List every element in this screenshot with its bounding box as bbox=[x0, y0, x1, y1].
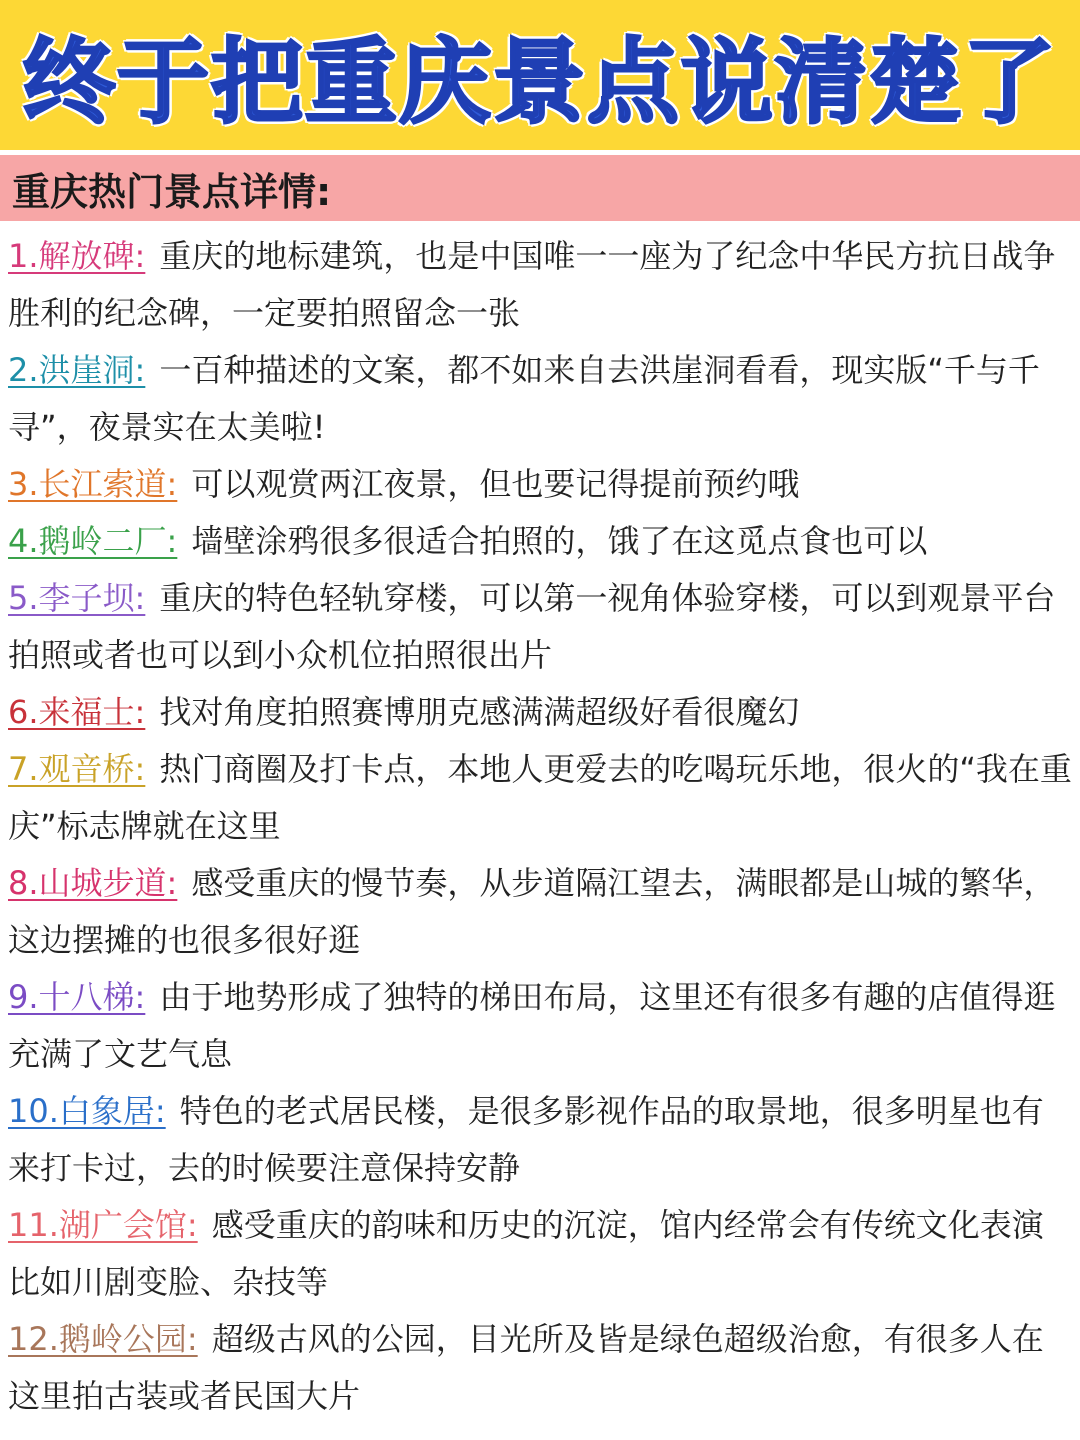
list-item bbox=[0, 855, 1080, 969]
attraction-description: 重庆的特色轻轨穿楼，可以第一视角体验穿楼，可以到观景平台拍照或者也可以到小众机位拍照很出片 bbox=[8, 579, 1056, 674]
attraction-name: 4.鹅岭二厂: bbox=[8, 522, 178, 560]
attraction-name: 7.观音桥: bbox=[8, 750, 146, 788]
list-item bbox=[0, 1083, 1080, 1197]
attraction-description: 超级古风的公园，目光所及皆是绿色超级治愈，有很多人在这里拍古装或者民国大片 bbox=[8, 1320, 1044, 1415]
attraction-description: 一百种描述的文案，都不如来自去洪崖洞看看，现实版“千与千寻”，夜景实在太美啦! bbox=[8, 351, 1040, 446]
title-banner bbox=[0, 0, 1080, 150]
list-item bbox=[0, 741, 1080, 855]
attraction-list bbox=[0, 228, 1080, 1425]
attraction-description: 热门商圈及打卡点，本地人更爱去的吃喝玩乐地，很火的“我在重庆”标志牌就在这里 bbox=[8, 750, 1072, 845]
list-item bbox=[0, 1197, 1080, 1311]
attraction-name: 3.长江索道: bbox=[8, 465, 178, 503]
attraction-description: 感受重庆的韵味和历史的沉淀，馆内经常会有传统文化表演比如川剧变脸、杂技等 bbox=[8, 1206, 1044, 1301]
section-heading-bar bbox=[0, 155, 1080, 221]
attraction-name: 6.来福士: bbox=[8, 693, 146, 731]
list-item bbox=[0, 228, 1080, 342]
section-heading: 重庆热门景点详情: bbox=[12, 169, 332, 214]
attraction-description: 特色的老式居民楼，是很多影视作品的取景地，很多明星也有来打卡过，去的时候要注意保持安静 bbox=[8, 1092, 1044, 1187]
list-item bbox=[0, 1311, 1080, 1425]
attraction-name: 5.李子坝: bbox=[8, 579, 146, 617]
page-title: 终于把重庆景点说清楚了 bbox=[22, 29, 1057, 136]
attraction-description: 感受重庆的慢节奏，从步道隔江望去，满眼都是山城的繁华，这边摆摊的也很多很好逛 bbox=[8, 864, 1056, 959]
attraction-name: 8.山城步道: bbox=[8, 864, 178, 902]
attraction-name: 12.鹅岭公园: bbox=[8, 1320, 198, 1358]
attraction-name: 9.十八梯: bbox=[8, 978, 146, 1016]
attraction-description: 找对角度拍照赛博朋克感满满超级好看很魔幻 bbox=[159, 693, 800, 731]
list-item bbox=[0, 570, 1080, 684]
list-item bbox=[0, 969, 1080, 1083]
attraction-description: 由于地势形成了独特的梯田布局，这里还有很多有趣的店值得逛充满了文艺气息 bbox=[8, 978, 1056, 1073]
list-item bbox=[0, 684, 1080, 741]
attraction-name: 11.湖广会馆: bbox=[8, 1206, 198, 1244]
attraction-name: 2.洪崖洞: bbox=[8, 351, 146, 389]
list-item bbox=[0, 342, 1080, 456]
attraction-name: 1.解放碑: bbox=[8, 237, 146, 275]
attraction-description: 可以观赏两江夜景，但也要记得提前预约哦 bbox=[191, 465, 800, 503]
list-item bbox=[0, 513, 1080, 570]
list-item bbox=[0, 456, 1080, 513]
attraction-description: 墙壁涂鸦很多很适合拍照的，饿了在这觅点食也可以 bbox=[191, 522, 928, 560]
attraction-description: 重庆的地标建筑，也是中国唯一一座为了纪念中华民方抗日战争胜利的纪念碑，一定要拍照留念一张 bbox=[8, 237, 1056, 332]
attraction-name: 10.白象居: bbox=[8, 1092, 166, 1130]
